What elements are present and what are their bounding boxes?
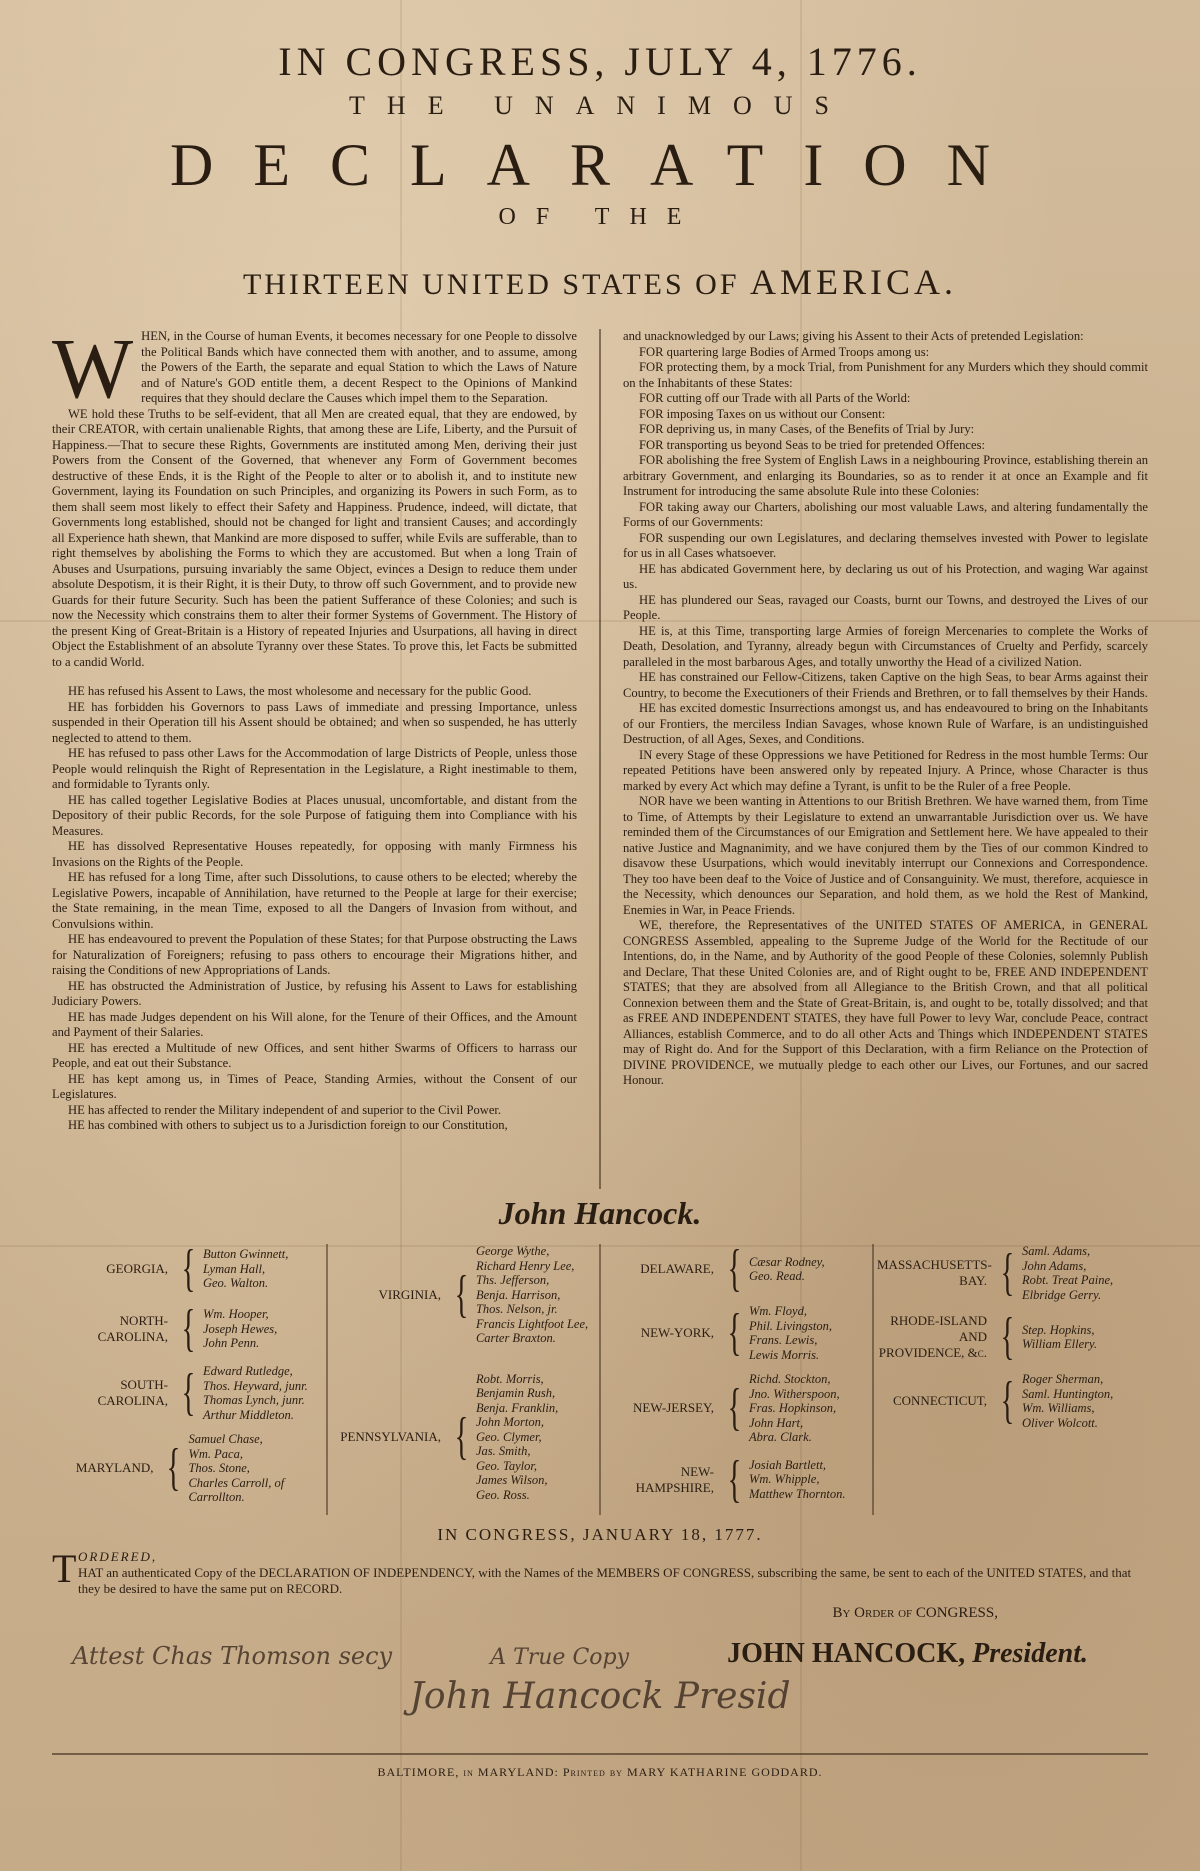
state-name: DELAWARE, (640, 1261, 714, 1276)
signer-name: John Morton, (475, 1415, 545, 1429)
signer-name: Wm. Whipple, (748, 1472, 820, 1487)
right-column-paragraph: HE has excited domestic Insurrections amongst us, and has endeavoured to bring on the Inhabitants of our Frontiers, the merciless Indian Savages, whose known Rule of Warfare, is an undistinguished Destruction, of all Ages, Sexes, and Conditions. (623, 701, 1148, 746)
brace-icon: { (181, 1300, 196, 1357)
state-delegation (877, 1372, 1142, 1430)
state-name: RHODE-ISLAND AND PROVIDENCE, &c. (878, 1313, 987, 1360)
right-column-paragraph: FOR protecting them, by a mock Trial, from Punishment for any Murders which they should commit on the Inhabitants of these States: (623, 360, 1148, 390)
grievance-paragraph: HE has affected to render the Military independent of and superior to the Civil Power. (68, 1102, 502, 1117)
signer-name: Benja. Franklin, (475, 1400, 559, 1415)
grievance-paragraph: HE has forbidden his Governors to pass Laws of immediate and pressing Importance, unless suspended in their Operation till his Assent should be obtained; and when so suspended, he has utterly neglected to attend to them. (52, 699, 577, 745)
brace-icon: { (167, 1439, 181, 1497)
signer-name: Elbridge Gerry. (1021, 1287, 1102, 1302)
right-column-paragraph: FOR depriving us, in many Cases, of the Benefits of Trial by Jury: (639, 422, 975, 436)
signer-name: Roger Sherman, (1021, 1372, 1104, 1386)
right-column-paragraph: FOR quartering large Bodies of Armed Troops among us: (639, 344, 930, 359)
signer-names (203, 1307, 277, 1351)
signers-column (58, 1240, 323, 1515)
grievance-paragraph: HE has combined with others to subject us to a Jurisdiction foreign to our Constitution, (68, 1118, 508, 1132)
state-delegation (331, 1244, 596, 1346)
attest-handwriting: Attest Chas Thomson secy (72, 1641, 393, 1670)
right-column-paragraph: HE is, at this Time, transporting large Armies of foreign Mercenaries to complete the Works of Death, Desolation, and Tyranny, already begun with Circumstances of Cruelty and Perfidy, scarcely paralleled in the most barbarous Ages, and totally unworthy the Head of a civilized Nation. (623, 623, 1148, 669)
state-delegation (877, 1244, 1142, 1302)
signer-name: Ths. Jefferson, (475, 1273, 550, 1287)
signers-divider (326, 1244, 328, 1515)
president-title: President. (972, 1637, 1088, 1669)
signer-names (203, 1364, 308, 1422)
signer-name: Samuel Chase, (188, 1432, 263, 1446)
signer-name: Wm. Paca, (188, 1446, 243, 1461)
signer-name: Benja. Harrison, (475, 1287, 561, 1302)
state-delegation (604, 1240, 869, 1297)
signer-name: Wm. Williams, (1021, 1401, 1095, 1415)
right-column-paragraph: WE, therefore, the Representatives of the UNITED STATES OF AMERICA, in GENERAL CONGRESS Assembled, appealing to the Supreme Judge of the World for the Rectitude of our Intentions, do, in the Name, and by Authority of the good People of these Colonies, solemnly Publish and Declare, That these United Colonies are, and of Right ought to be, FREE AND INDEPENDENT STATES; that they are absolved from all Allegiance to the British Crown, and that all political Connexion between them and the State of Great-Britain, is, and ought to be, totally dissolved; and that as FREE AND INDEPENDENT STATES, they have full Power to levy War, conclude Peace, contract Alliances, establish Commerce, and to do all other Acts and Things which INDEPENDENT STATES may of Right do. And for the Support of this Declaration, with a firm Reliance on the Protection of DIVINE PROVIDENCE, we mutually pledge to each other our Lives, our Fortunes, and our sacred Honour. (623, 918, 1148, 1087)
signer-name: Matthew Thornton. (748, 1486, 846, 1501)
state-delegation (58, 1300, 323, 1357)
signer-name: Benjamin Rush, (475, 1386, 556, 1400)
signer-names (476, 1244, 588, 1346)
order-drop-cap: T (52, 1545, 77, 1591)
state-name: NORTH-CAROLINA, (97, 1313, 168, 1344)
signer-name: Charles Carroll, of Carrollton. (188, 1475, 285, 1504)
state-name: PENNSYLVANIA, (340, 1428, 441, 1444)
signer-name: Geo. Clymer, (475, 1429, 542, 1444)
signer-name: Wm. Hooper, (202, 1307, 269, 1322)
right-column-paragraph: and unacknowledged by our Laws; giving his Assent to their Acts of pretended Legislation: (623, 329, 1084, 343)
signer-name: Fras. Hopkinson, (748, 1401, 837, 1415)
signer-name: Lyman Hall, (202, 1261, 266, 1276)
signer-name: Wm. Floyd, (748, 1304, 807, 1318)
right-column-paragraph: NOR have we been wanting in Attentions to our British Brethren. We have warned them, from Time to Time, of Attempts by their Legislature to extend an unwarrantable Jurisdiction over us. We have reminded them of the Circumstances of our Emigration and Settlement here. We have appealed to their native Justice and Magnanimity, and we have conjured them by the Ties of our common Kindred to disavow these Usurpations, which would inevitably interrupt our Connexions and Correspondence. They too have been deaf to the Voice of Justice and of Consanguinity. We must, therefore, acquiesce in the Necessity, which denounces our Separation, and hold them, as we hold the Rest of Mankind, Enemies in War, in Peace Friends. (623, 794, 1148, 917)
president-name-text: JOHN HANCOCK, (727, 1637, 966, 1669)
state-delegation (58, 1364, 323, 1422)
brace-icon: { (181, 1364, 196, 1421)
signer-name: Joseph Hewes, (202, 1321, 278, 1336)
by-order-line: By Order of CONGRESS, (832, 1604, 998, 1621)
state-name: CONNECTICUT, (892, 1393, 987, 1408)
printer-imprint: BALTIMORE, in MARYLAND: Printed by MARY KATHARINE GODDARD. (377, 1764, 823, 1779)
preamble-paragraph (52, 329, 577, 416)
signer-name: Thos. Heyward, junr. (202, 1378, 308, 1393)
bottom-rule (52, 1753, 1148, 1755)
signer-name: Thos. Stone, (188, 1461, 250, 1475)
signer-name: William Ellery. (1021, 1337, 1097, 1351)
true-copy-handwriting: A True Copy (490, 1644, 630, 1670)
signer-name: Saml. Adams, (1021, 1244, 1091, 1258)
grievance-paragraph: HE has refused his Assent to Laws, the most wholesome and necessary for the public Good. (68, 684, 532, 698)
unanimous-line: THE UNANIMOUS (349, 91, 851, 120)
grievance-paragraph: HE has made Judges dependent on his Will alone, for the Tenure of their Offices, and the Amount and Payment of their Salaries. (52, 1009, 577, 1039)
signer-names (203, 1247, 288, 1291)
signer-name: Frans. Lewis, (748, 1333, 818, 1347)
signer-name: Cæsar Rodney, (748, 1254, 825, 1269)
thirteen-states-line (52, 261, 1148, 303)
right-column-paragraph: FOR transporting us beyond Seas to be tried for pretended Offences: (639, 437, 986, 452)
right-column-paragraph: IN every Stage of these Oppressions we have Petitioned for Redress in the most humble Terms: Our repeated Petitions have been answered only by repeated Injury. A Prince, whose Character is thus marked by every Act which may define a Tyrant, is unfit to be the Ruler of a free People. (623, 747, 1148, 793)
grievance-list (52, 684, 577, 1134)
congress-date-line: IN CONGRESS, JULY 4, 1776. (278, 39, 922, 84)
state-delegation (58, 1432, 323, 1505)
column-divider (599, 329, 601, 1189)
attestation-row (52, 1638, 1148, 1670)
state-delegation (58, 1240, 323, 1297)
brace-icon: { (454, 1265, 469, 1323)
signer-name: Abra. Clark. (748, 1430, 812, 1444)
truths-paragraph: WE hold these Truths to be self-evident, that all Men are created equal, that they are endowed, by their CREATOR, with certain unalienable Rights, that among these are Life, Liberty, and the Pursuit of Happiness.—That to secure these Rights, Governments are instituted among Men, deriving their just Powers from the Consent of the Governed, that whenever any Form of Government becomes destructive of these Ends, it is the Right of the People to alter or to abolish it, and to institute new Government, laying its Foundation on such Principles, and organizing its Powers in such Form, as to them shall seem most likely to effect their Safety and Happiness. Prudence, indeed, will dictate, that Governments long established, should not be changed for light and transient Causes; and accordingly all Experience hath shewn, that Mankind are more disposed to suffer, while Evils are sufferable, than to right themselves by abolishing the Forms to which they are accustomed. But when a long Train of Abuses and Usurpations, pursuing invariably the same Object, evinces a Design to reduce them under absolute Despotism, it is their Right, it is their Duty, to throw off such Government, and to provide new Guards for their future Security. Such has been the patient Sufferance of these Colonies; and such is now the Necessity which constrains them to alter their former Systems of Government. The History of the present King of Great-Britain is a History of repeated Injuries and Usurpations, all having in direct Object the Establishment of an absolute Tyranny over these States. To prove this, let Facts be submitted to a candid World. (52, 406, 577, 669)
brace-icon: { (727, 1240, 742, 1297)
signer-names (749, 1458, 846, 1502)
left-column (52, 329, 577, 1189)
signer-name: Arthur Middleton. (202, 1407, 294, 1422)
signer-names (188, 1432, 323, 1505)
right-column-paragraph: FOR taking away our Charters, abolishing our most valuable Laws, and altering fundamentally the Forms of our Governments: (623, 499, 1148, 529)
signers-grid (52, 1240, 1148, 1515)
body-text (52, 329, 1148, 1189)
grievance-paragraph: HE has refused to pass other Laws for the Accommodation of large Districts of People, unless those People would relinquish the Right of Representation in the Legislature, a Right inestimable to them, and formidable to Tyrants only. (52, 746, 577, 791)
brace-icon: { (454, 1407, 469, 1465)
signer-name: Geo. Read. (748, 1269, 805, 1283)
right-column-paragraph: FOR abolishing the free System of English Laws in a neighbouring Province, establishing therein an arbitrary Government, and enlarging its Boundaries, so as to render it at once an Example and fit Instrument for introducing the same absolute Rule into these Colonies: (623, 453, 1148, 498)
signers-column (604, 1240, 869, 1515)
signer-name: Robt. Morris, (475, 1371, 544, 1386)
brace-icon: { (727, 1304, 742, 1361)
signer-name: James Wilson, (475, 1473, 548, 1487)
order-text: HAT an authenticated Copy of the DECLARATION OF INDEPENDENCY, with the Names of the MEMBERS OF CONGRESS, subscribing the same, be sent to each of the UNITED STATES, and that they be desired to have the same put on RECORD. (78, 1564, 1132, 1596)
brace-icon: { (181, 1240, 196, 1297)
signer-name: Thomas Lynch, junr. (202, 1393, 305, 1407)
grievance-paragraph: HE has refused for a long Time, after such Dissolutions, to cause others to be elected; whereby the Legislative Powers, incapable of Annihilation, have returned to the People at large for their exercise; the State remaining, in the mean Time, exposed to all the Dangers of Invasion from without, and Convulsions within. (52, 870, 577, 931)
signer-name: Edward Rutledge, (202, 1364, 293, 1378)
grievance-paragraph: HE has dissolved Representative Houses repeatedly, for opposing with manly Firmness his Invasions on the Rights of the People. (52, 839, 577, 869)
signers-column (331, 1244, 596, 1515)
signer-names (749, 1372, 840, 1445)
signer-name: Geo. Walton. (202, 1276, 269, 1291)
signer-names (1022, 1372, 1113, 1430)
signer-name: Carter Braxton. (475, 1331, 556, 1345)
signer-names (1022, 1244, 1113, 1302)
signer-name: Thos. Nelson, jr. (475, 1302, 558, 1316)
signer-name: Francis Lightfoot Lee, (475, 1316, 589, 1331)
signer-name: Jas. Smith, (475, 1444, 531, 1458)
signer-name: Step. Hopkins, (1021, 1322, 1095, 1337)
brace-icon: { (1000, 1308, 1015, 1365)
signer-names (476, 1372, 558, 1503)
state-delegation (604, 1304, 869, 1362)
signers-divider (599, 1244, 601, 1515)
right-column-paragraph: FOR imposing Taxes on us without our Consent: (639, 406, 886, 421)
signer-name: George Wythe, (475, 1244, 550, 1258)
grievance-paragraph: HE has erected a Multitude of new Offices, and sent hither Swarms of Officers to harrass our People, and eat out their Substance. (52, 1040, 577, 1070)
state-delegation (331, 1372, 596, 1503)
state-name: GEORGIA, (106, 1261, 168, 1276)
title-block (52, 38, 1148, 303)
president-name (727, 1638, 1088, 1670)
order-paragraph (52, 1545, 1148, 1597)
state-name: NEW-HAMPSHIRE, (635, 1463, 714, 1495)
signer-name: Lewis Morris. (748, 1347, 820, 1362)
right-column (623, 329, 1148, 1189)
ordered-word: ORDERED, (78, 1548, 158, 1564)
grievance-paragraph: HE has called together Legislative Bodies at Places unusual, uncomfortable, and distant from the Depository of their public Records, for the sole Purpose of fatiguing them into Compliance with his Measures. (52, 792, 577, 838)
signer-name: John Hart, (748, 1415, 804, 1430)
signer-name: Robt. Treat Paine, (1021, 1273, 1114, 1287)
grievance-paragraph: HE has obstructed the Administration of Justice, by refusing his Assent to Laws for establishing Judiciary Powers. (52, 978, 577, 1008)
brace-icon: { (727, 1450, 742, 1508)
brace-icon: { (1000, 1244, 1015, 1301)
state-name: SOUTH-CAROLINA, (97, 1377, 168, 1408)
signer-names (749, 1304, 832, 1362)
state-delegation (604, 1450, 869, 1508)
signer-name: Geo. Ross. (475, 1487, 530, 1502)
right-column-paragraph: FOR suspending our own Legislatures, and declaring themselves invested with Power to legislate for us in all Cases whatsoever. (623, 530, 1148, 560)
of-the-line: OF THE (498, 204, 702, 230)
right-column-paragraph: HE has constrained our Fellow-Citizens, taken Captive on the high Seas, to bear Arms against their Country, to become the Executioners of their Friends and Brethren, or to fall themselves by their Hands. (623, 670, 1148, 700)
signer-name: Phil. Livingston, (748, 1318, 832, 1333)
signer-name: Saml. Huntington, (1021, 1386, 1114, 1401)
america-text: AMERICA. (750, 262, 958, 302)
preamble-text: HEN, in the Course of human Events, it becomes necessary for one People to dissolve the Political Bands which have connected them with another, and to assume, among the Powers of the Earth, the separate and equal Station to which the Laws of Nature and of Nature's GOD entitle them, a decent Respect to the Opinions of Mankind requires that they should declare the Causes which impel them to the Separation. (141, 329, 577, 405)
signer-name: Richd. Stockton, (748, 1372, 831, 1386)
state-delegation (877, 1308, 1142, 1365)
signer-names (749, 1255, 825, 1284)
brace-icon: { (1000, 1372, 1015, 1429)
drop-cap: W (52, 329, 134, 416)
signer-name: Geo. Taylor, (475, 1458, 537, 1473)
signers-divider (872, 1244, 874, 1515)
grievance-paragraph: HE has endeavoured to prevent the Population of these States; for that Purpose obstructing the Laws for Naturalization of Foreigners; refusing to pass others to encourage their Migrations hither, and raising the Conditions of new Appropriations of Lands. (52, 932, 577, 977)
signer-names (1022, 1323, 1097, 1352)
right-column-paragraph: HE has abdicated Government here, by declaring us out of his Protection, and waging War against us. (623, 561, 1148, 591)
grievance-paragraph: HE has kept among us, in Times of Peace, Standing Armies, without the Consent of our Legislatures. (52, 1071, 577, 1101)
signer-name: Josiah Bartlett, (748, 1457, 827, 1472)
signer-name: Oliver Wolcott. (1021, 1415, 1098, 1430)
right-column-paragraph: FOR cutting off our Trade with all Parts of the World: (639, 391, 911, 405)
thirteen-states-text: THIRTEEN UNITED STATES OF (242, 268, 740, 301)
hancock-handwriting: John Hancock Presid (409, 1675, 791, 1717)
declaration-title: DECLARATION (170, 132, 1030, 198)
state-delegation (604, 1372, 869, 1445)
signer-name: Richard Henry Lee, (475, 1258, 575, 1273)
state-name: VIRGINIA, (378, 1286, 441, 1302)
state-name: NEW-JERSEY, (632, 1400, 714, 1416)
signer-name: John Adams, (1021, 1258, 1087, 1273)
signer-name: Jno. Witherspoon, (748, 1386, 840, 1401)
signer-name: John Penn. (202, 1336, 260, 1351)
signers-column (877, 1244, 1142, 1515)
state-name: NEW-YORK, (640, 1325, 714, 1340)
brace-icon: { (727, 1379, 742, 1437)
hancock-signature: John Hancock. (498, 1195, 702, 1231)
state-name: MASSACHUSETTS-BAY. (877, 1257, 992, 1288)
signer-name: Button Gwinnett, (202, 1247, 289, 1262)
congress-1777-line: IN CONGRESS, JANUARY 18, 1777. (437, 1524, 763, 1544)
state-name: MARYLAND, (75, 1460, 154, 1476)
right-column-paragraph: HE has plundered our Seas, ravaged our Coasts, burnt our Towns, and destroyed the Lives of our People. (623, 592, 1148, 622)
